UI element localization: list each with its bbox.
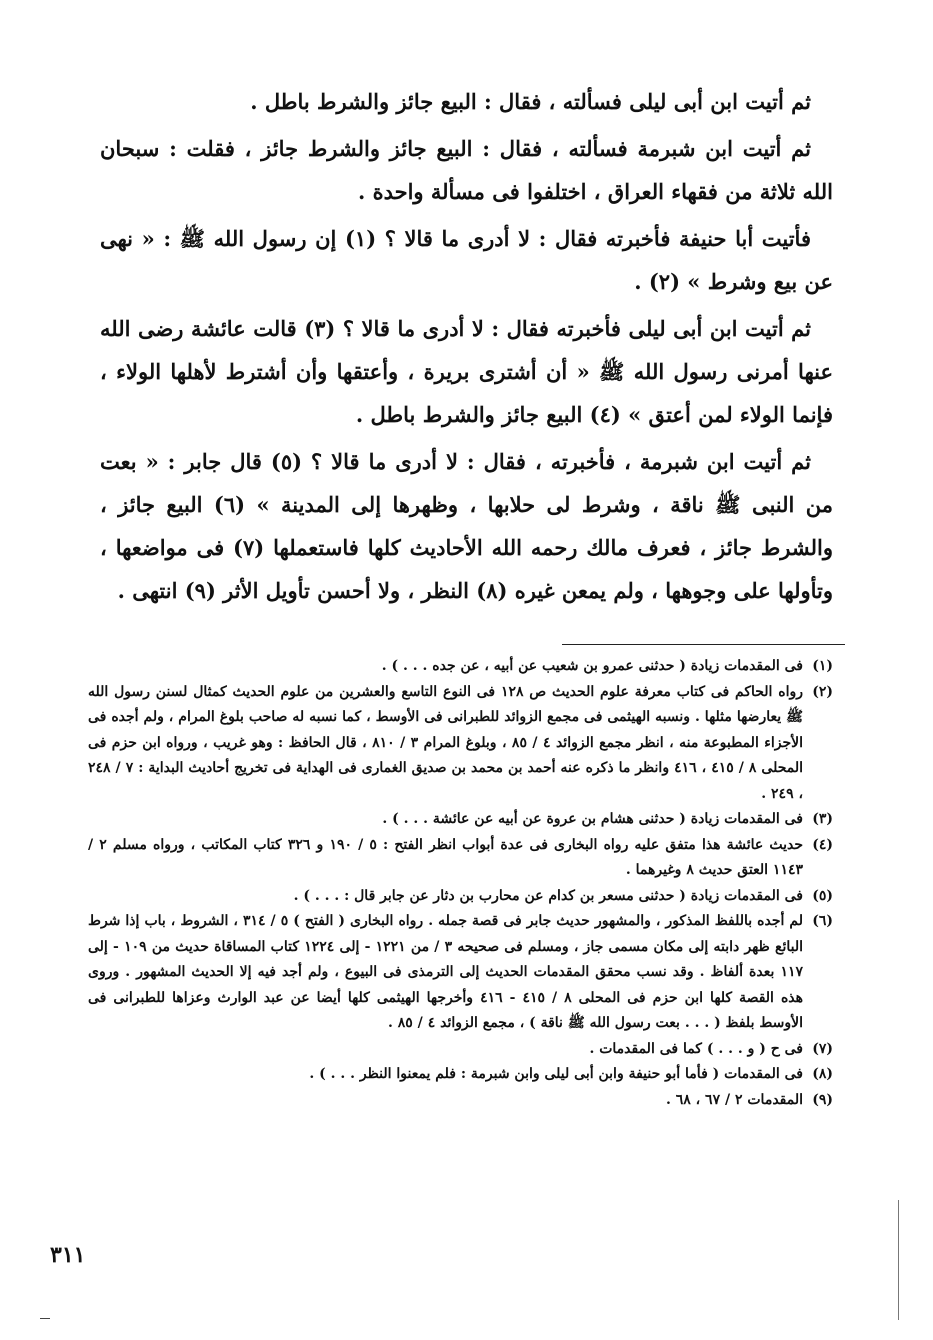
- scan-edge-line: [898, 1200, 899, 1320]
- paragraph-3: فأتيت أبا حنيفة فأخبرته فقال : لا أدرى ما قالا ؟ (١) إن رسول الله ﷺ : « نهى عن بيع وشرط » (٢) .: [100, 226, 833, 294]
- footnote-text: فى المقدمات زيادة ( حدثنى مسعر بن كدام عن محارب بن دثار عن جابر قال : . . . ) .: [293, 887, 803, 904]
- footnote-number: (٥): [812, 887, 833, 904]
- footnote-6: [88, 909, 833, 1037]
- footnote-2: [88, 680, 833, 808]
- footnote-text: فى المقدمات زيادة ( حدثنى عمرو بن شعيب عن أبيه ، عن جده . . . ) .: [381, 658, 803, 674]
- footnote-text: رواه الحاكم فى كتاب معرفة علوم الحديث ص ١٢٨ فى النوع التاسع والعشرين من علوم الحديث كمثال لسنن رسول الله ﷺ يعارضها مثلها . ونسبه الهيثمى فى مجمع الزوائد للطبرانى فى الأوسط ، كما نسبه له صاحب بلوغ المرام ، ولم أجده فى الأجزاء المطبوعة منه ، انظر مجمع الزوائد ٤ / ٨٥ ، وبلوغ المرام ٣ / ٨١٠ ، قال الحافظ : وهو غريب ، ورواه ابن حزم فى المحلى ٨ / ٤١٥ ، ٤١٦ وانظر ما ذكره عنه أحمد بن محمد بن صديق الغمارى فى الهداية فى تخريج أحاديث البداية : ٧ / ٢٤٨ ، ٢٤٩ .: [88, 683, 804, 802]
- footnote-text: فى المقدمات ( فأما أبو حنيفة وابن أبى ليلى وابن شبرمة : فلم يمعنوا النظر . . . ) .: [309, 1066, 803, 1082]
- paragraph-2: ثم أتيت ابن شبرمة فسألته ، فقال : البيع جائز والشرط جائز ، فقلت : سبحان الله ثلاثة من فقهاء العراق ، اختلفوا فى مسألة واحدة .: [100, 136, 833, 204]
- paragraph-1: ثم أتيت ابن أبى ليلى فسألته ، فقال : البيع جائز والشرط باطل .: [250, 89, 811, 114]
- footnote-text: المقدمات ٢ / ٦٧ ، ٦٨ .: [665, 1091, 803, 1108]
- paragraph-4: ثم أتيت ابن أبى ليلى فأخبرته فقال : لا أدرى ما قالا ؟ (٣) قالت عائشة رضى الله عنها أمرنى رسول الله ﷺ « أن أشترى بريرة ، وأعتقها وأن أشترط لأهلها الولاء ، فإنما الولاء لمن أعتق » (٤) البيع جائز والشرط باطل .: [100, 316, 833, 427]
- footnote-number: (٢): [812, 683, 833, 700]
- footnote-text: حديث عائشة هذا متفق عليه رواه البخارى فى عدة أبواب انظر الفتح : ٥ / ١٩٠ و ٣٢٦ كتاب المكاتب ، ورواه مسلم ٢ / ١١٤٣ العتق حديث ٨ وغيرهما .: [88, 836, 803, 878]
- footnote-number: (١): [812, 658, 833, 674]
- footnote-number: (٦): [812, 913, 833, 929]
- footnote-number: (٨): [812, 1066, 833, 1082]
- footnote-5: [88, 884, 833, 910]
- main-text: [100, 80, 833, 616]
- page-number: ٣١١: [50, 1242, 86, 1268]
- scan-mark: [40, 1318, 50, 1319]
- footnote-1: [88, 654, 833, 680]
- footnote-8: [88, 1062, 833, 1088]
- footnote-text: فى المقدمات زيادة ( حدثنى هشام بن عروة عن أبيه عن عائشة . . . ) .: [382, 811, 803, 827]
- footnote-9: [88, 1088, 833, 1114]
- footnote-text: فى ح ( و . . . ) كما فى المقدمات .: [589, 1040, 803, 1057]
- footnote-number: (٣): [812, 811, 833, 827]
- footnote-text: لم أجده باللفظ المذكور ، والمشهور حديث جابر فى قصة جمله . رواه البخارى ( الفتح ) ٥ / ٣١٤ ، الشروط ، باب إذا شرط البائع ظهر دابته إلى مكان مسمى جاز ، ومسلم فى صحيحه ٣ / من ١٢٢١ - إلى ١٢٢٤ كتاب المساقاة حديث من ١٠٩ - إلى ١١٧ بعدة ألفاظ . وقد نسب محقق المقدمات الحديث إلى الترمذى فى البيوع ، ولم أجد فيه إلا الحديث المشهور . وروى هذه القصة كلها ابن حزم فى المحلى ٨ / ٤١٥ - ٤١٦ وأخرجها الهيثمى كلها أيضا عن عبد الوارث وعزاها للطبرانى فى الأوسط بلفظ ( . . . بعت رسول الله ﷺ ناقة ) ، مجمع الزوائد ٤ / ٨٥ .: [88, 913, 804, 1031]
- footnotes: [88, 654, 833, 1113]
- footnote-number: (٤): [812, 836, 833, 853]
- footnote-separator: [562, 644, 845, 645]
- footnote-7: [88, 1037, 833, 1063]
- footnote-4: [88, 833, 833, 884]
- paragraph-5: ثم أتيت ابن شبرمة ، فأخبرته ، فقال : لا أدرى ما قالا ؟ (٥) قال جابر : « بعت من النبى ﷺ ناقة ، وشرط لى حلابها ، وظهرها إلى المدينة » (٦) البيع جائز ، والشرط جائز ، فعرف مالك رحمه الله الأحاديث كلها فاستعملها (٧) فى مواضعها ، وتأولها على وجوهها ، ولم يمعن غيره (٨) النظر ، ولا أحسن تأويل الأثر (٩) انتهى .: [100, 449, 834, 603]
- footnote-number: (٧): [812, 1040, 833, 1057]
- footnote-3: [88, 807, 833, 833]
- footnote-number: (٩): [812, 1091, 833, 1108]
